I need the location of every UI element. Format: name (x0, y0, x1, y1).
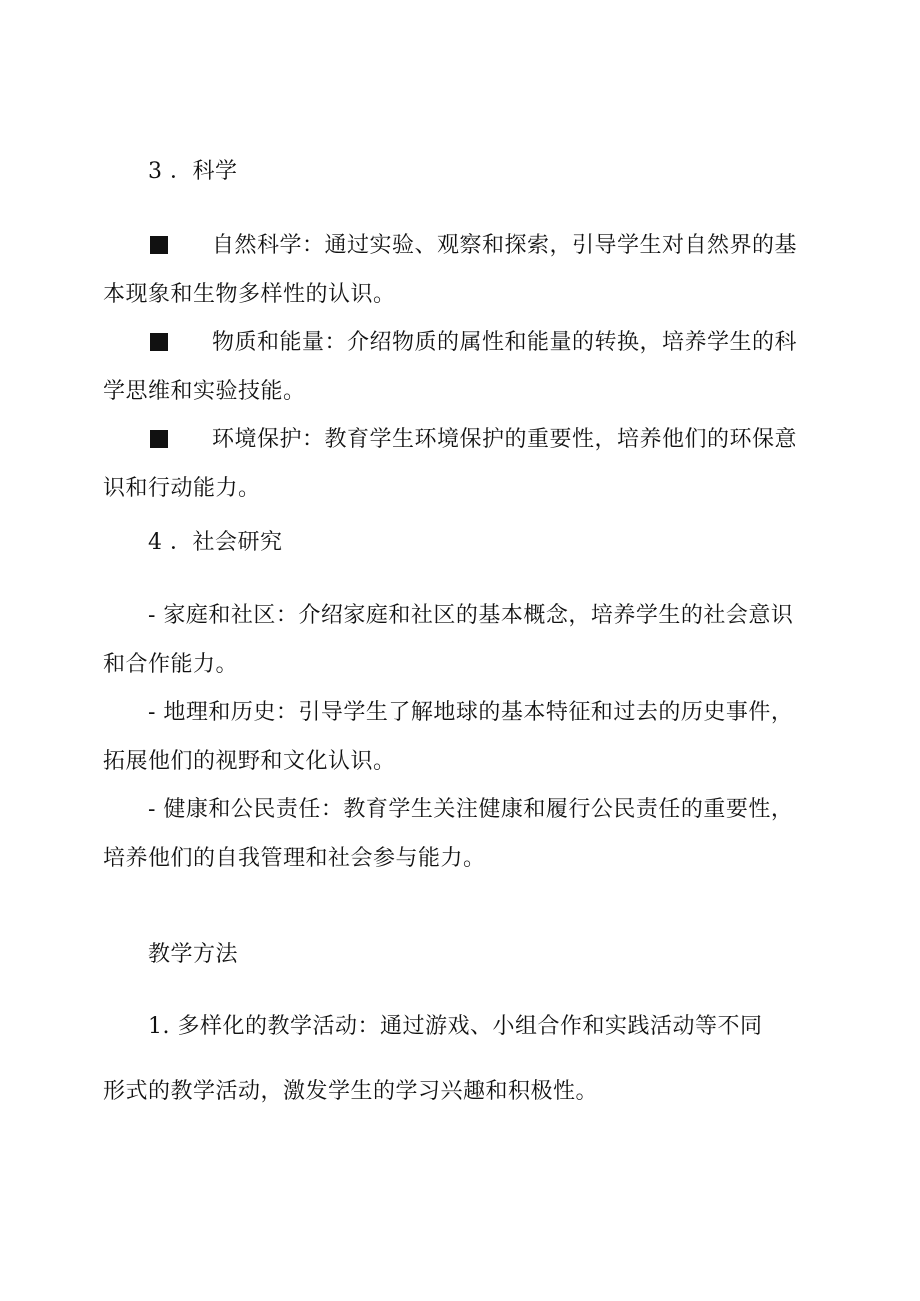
social-item-3-second-line: 培养他们的自我管理和社会参与能力。 (103, 846, 486, 871)
social-item-1-first-line: - 家庭和社区：介绍家庭和社区的基本概念，培养学生的社会意识 (148, 603, 794, 628)
teaching-method-1-second-line: 形式的教学活动，激发学生的学习兴趣和积极性。 (103, 1079, 599, 1104)
science-item-3-text: 环境保护：教育学生环境保护的重要性，培养他们的环保意 (212, 427, 798, 452)
teaching-methods-heading: 教学方法 (148, 942, 239, 967)
science-item-3-second-line: 识和行动能力。 (103, 476, 261, 501)
bullet-square-icon (150, 231, 212, 261)
bullet-square-icon (150, 328, 212, 358)
social-item-2-first-line: - 地理和历史：引导学生了解地球的基本特征和过去的历史事件， (148, 700, 794, 725)
science-item-2-second-line: 学思维和实验技能。 (103, 379, 306, 404)
teaching-method-1-first-line: 1. 多样化的教学活动：通过游戏、小组合作和实践活动等不同 (148, 1014, 763, 1039)
social-item-2-second-line: 拓展他们的视野和文化认识。 (103, 749, 396, 774)
section-3-heading: 3 ．科学 (148, 159, 238, 184)
section-4-heading: 4 ．社会研究 (148, 530, 283, 555)
science-item-2-text: 物质和能量：介绍物质的属性和能量的转换，培养学生的科 (212, 330, 798, 355)
science-item-1-first-line (150, 231, 797, 261)
social-item-1-second-line: 和合作能力。 (103, 652, 239, 677)
science-item-3-first-line (150, 425, 797, 455)
science-item-1-text: 自然科学：通过实验、观察和探索，引导学生对自然界的基 (212, 233, 798, 258)
science-item-1-second-line: 本现象和生物多样性的认识。 (103, 282, 396, 307)
science-item-2-first-line (150, 328, 797, 358)
bullet-square-icon (150, 425, 212, 455)
social-item-3-first-line: - 健康和公民责任：教育学生关注健康和履行公民责任的重要性， (148, 797, 794, 822)
